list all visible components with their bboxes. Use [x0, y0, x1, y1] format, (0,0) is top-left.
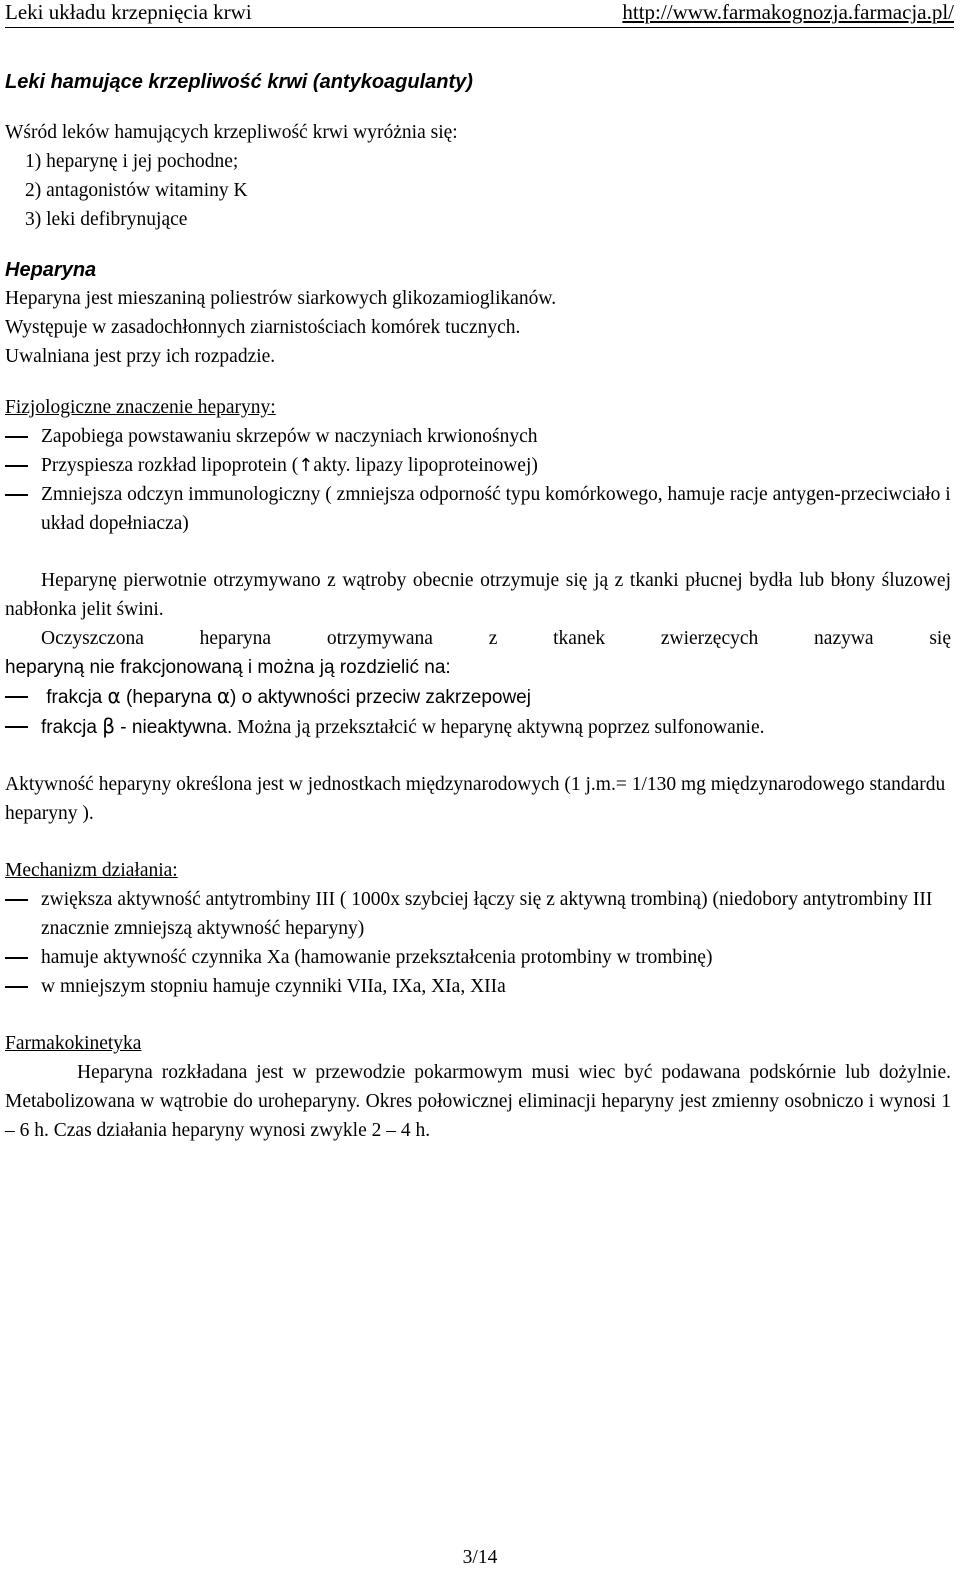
dash-bullet — [5, 451, 41, 480]
intro-lead: Wśród leków hamujących krzepliwość krwi wyróżnia się: — [5, 122, 458, 143]
arrow-up-icon: ↑ — [298, 455, 314, 476]
header-title: Leki układu krzepnięcia krwi — [5, 0, 252, 24]
page-title: Leki hamujące krzepliwość krwi (antykoagulanty) — [5, 71, 473, 93]
header-url-link[interactable]: http://www.farmakognozja.farmacja.pl/ — [622, 0, 954, 24]
dash-bullet — [5, 480, 41, 538]
beta-symbol: β — [102, 714, 116, 738]
list-item: Zapobiega powstawaniu skrzepów w naczyniach krwionośnych — [5, 422, 951, 451]
dash-bullet — [5, 943, 41, 972]
list-item: hamuje aktywność czynnika Xa (hamowanie przekształcenia protombiny w trombinę) — [5, 943, 951, 972]
pochodzenie-paragraph-line: Oczyszczona heparyna otrzymywana z tkanek zwierzęcych nazywa się — [41, 628, 951, 649]
page-number: 3/14 — [462, 1547, 498, 1568]
heparyna-line: Heparyna jest mieszaniną poliestrów siarkowych glikozamioglikanów. — [5, 288, 557, 309]
intro-item: 1) heparynę i jej pochodne; — [25, 151, 239, 172]
section-heading-mechanizm: Mechanizm działania: — [5, 860, 178, 881]
page-header — [5, 0, 954, 28]
pochodzenie-paragraph: Heparynę pierwotnie otrzymywano z wątroby obecnie otrzymuje się ją z tkanki płucnej bydła lub błony śluzowej nabłonka jelit świni. — [5, 570, 951, 620]
section-heading-fizjologiczne: Fizjologiczne znaczenie heparyny: — [5, 397, 276, 418]
list-item: Zmniejsza odczyn immunologiczny ( zmniejsza odporność typu komórkowego, hamuje racje antygen-przeciwciało i układ dopełniacza) — [5, 480, 951, 538]
heparyna-line: Uwalniana jest przy ich rozpadzie. — [5, 346, 276, 367]
list-item: Przyspiesza rozkład lipoprotein (↑akty. lipazy lipoproteinowej) — [5, 451, 951, 480]
list-item: frakcja α (heparyna α) o aktywności przeciw zakrzepowej — [5, 682, 951, 712]
dash-bullet — [5, 972, 41, 1001]
farmakokinetyka-paragraph: Heparyna rozkładana jest w przewodzie pokarmowym musi wiec być podawana podskórnie lub dożylnie. Metabolizowana w wątrobie do uroheparyny. Okres połowicznej eliminacji heparyny jest zmienny osobniczo i wynosi 1 – 6 h. Czas działania heparyny wynosi zwykle 2 – 4 h. — [5, 1062, 951, 1141]
intro-item: 3) leki defibrynujące — [25, 209, 188, 230]
document-content — [5, 64, 951, 1145]
list-item: frakcja β - nieaktywna. Można ją przekształcić w heparynę aktywną poprzez sulfonowanie. — [5, 712, 951, 742]
section-heading-farmakokinetyka: Farmakokinetyka — [5, 1033, 142, 1054]
heparyna-line: Występuje w zasadochłonnych ziarnistościach komórek tucznych. — [5, 317, 521, 338]
section-heading-heparyna: Heparyna — [5, 259, 97, 281]
pochodzenie-paragraph-line: heparyną nie frakcjonowaną i można ją rozdzielić na: — [5, 657, 451, 678]
alpha-symbol: α — [107, 684, 121, 708]
aktywnosc-paragraph: Aktywność heparyny określona jest w jednostkach międzynarodowych (1 j.m.= 1/130 mg międzynarodowego standardu heparyny ). — [5, 774, 946, 824]
dash-bullet — [5, 682, 41, 712]
intro-item: 2) antagonistów witaminy K — [25, 180, 248, 201]
dash-bullet — [5, 712, 41, 742]
list-item: zwiększa aktywność antytrombiny III ( 1000x szybciej łączy się z aktywną trombiną) (niedobory antytrombiny III znacznie zmniejszą aktywność heparyny) — [5, 885, 951, 943]
dash-bullet — [5, 885, 41, 943]
dash-bullet — [5, 422, 41, 451]
list-item: w mniejszym stopniu hamuje czynniki VIIa, IXa, XIa, XIIa — [5, 972, 951, 1001]
alpha-symbol: α — [216, 684, 231, 708]
